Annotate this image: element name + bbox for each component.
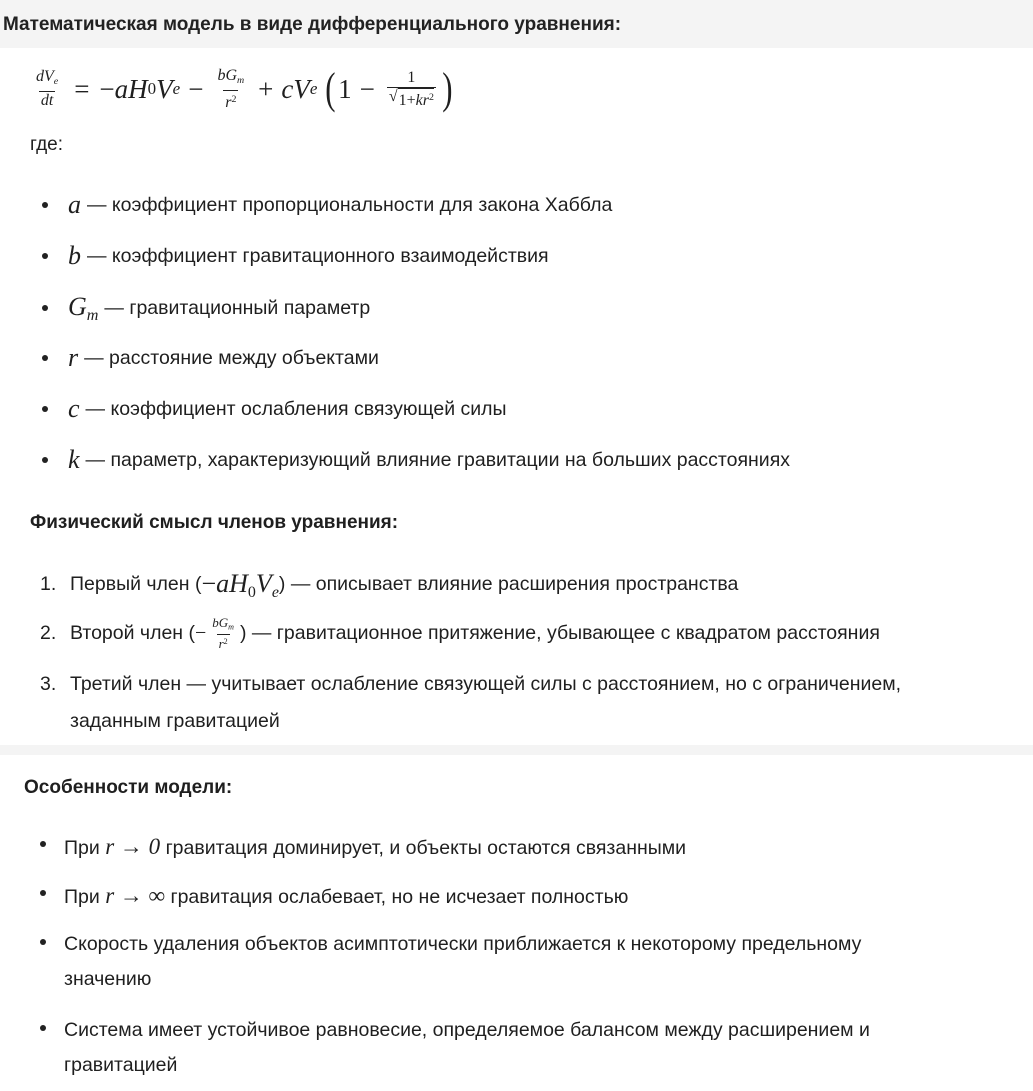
list-item: Система имеет устойчивое равновесие, определяемое балансом между расширением и гравитацией bbox=[40, 1013, 870, 1083]
definition-text: — коэффициент гравитационного взаимодействия bbox=[87, 244, 549, 267]
main-equation: $\frac{dV_e}{dt}$ = − aH 0 V e − $\frac{bG_m}{r^2}$ + cV e ( 1 − 1 √ $1+kr^2$ ) bbox=[36, 64, 453, 113]
bullet bbox=[42, 253, 48, 259]
section-title bbox=[0, 0, 1033, 48]
definition-text: — коэффициент пропорциональности для закона Хаббла bbox=[87, 193, 613, 216]
bullet bbox=[42, 202, 48, 208]
bullet bbox=[42, 406, 48, 412]
item-number: 3. bbox=[40, 673, 57, 695]
limit-zero: r → 0 bbox=[105, 834, 161, 859]
item-number: 1. bbox=[40, 573, 57, 596]
where-label: где: bbox=[30, 134, 64, 155]
symbol-a: a bbox=[68, 190, 81, 219]
list-item: 1. Первый член ( $-aH_0V_e$ ) — описывает влияние расширения пространства bbox=[40, 569, 739, 601]
symbol-c: c bbox=[68, 394, 80, 423]
list-item bbox=[42, 190, 612, 220]
list-item: 2. Второй член ( − $\frac{bG_m}{r^2}$ ) — гравитационное притяжение, убывающее с квадратом расстояния bbox=[40, 615, 880, 652]
symbol-gm: $G_m$ bbox=[68, 292, 99, 324]
list-item: При r → 0 гравитация доминирует, и объекты остаются связанными bbox=[40, 829, 686, 866]
list-item bbox=[42, 292, 370, 325]
list-item: 3. Третий член — учитывает ослабление связующей силы с расстоянием, но с ограничением, заданным гравитацией bbox=[40, 673, 902, 732]
definition-text: — коэффициент ослабления связующей силы bbox=[85, 397, 507, 420]
bullet bbox=[40, 939, 46, 945]
list-item bbox=[42, 343, 379, 373]
term-expansion: $-aH_0V_e$ bbox=[201, 569, 279, 601]
list-item: Скорость удаления объектов асимптотически приближается к некоторому предельному значению bbox=[40, 927, 861, 997]
bullet bbox=[42, 355, 48, 361]
symbol-k: k bbox=[68, 445, 80, 474]
gravity-fraction: $\frac{bG_m}{r^2}$ bbox=[217, 66, 245, 111]
list-item bbox=[42, 394, 507, 424]
list-item bbox=[42, 445, 790, 475]
definition-text: — гравитационный параметр bbox=[104, 296, 371, 319]
physical-meaning-heading: Физический смысл членов уравнения: bbox=[30, 512, 399, 533]
bullet bbox=[40, 841, 46, 847]
title-text: Математическая модель в виде дифференциального уравнения: bbox=[3, 14, 622, 35]
bullet bbox=[42, 457, 48, 463]
section-divider bbox=[0, 745, 1033, 755]
symbol-b: b bbox=[68, 241, 81, 270]
features-heading: Особенности модели: bbox=[24, 777, 233, 798]
limit-infinity: r → ∞ bbox=[105, 883, 166, 908]
symbol-r: r bbox=[68, 343, 79, 372]
lhs-fraction: $\frac{dV_e}{dt}$ bbox=[36, 68, 59, 109]
term-gravity: $\frac{bG_m}{r^2}$ bbox=[212, 615, 234, 652]
bullet bbox=[40, 1025, 46, 1031]
bullet bbox=[40, 890, 46, 896]
definition-text: — расстояние между объектами bbox=[84, 346, 379, 369]
bullet bbox=[42, 305, 48, 311]
definition-text: — параметр, характеризующий влияние гравитации на больших расстояниях bbox=[85, 448, 791, 471]
sqrt-fraction: 1 √ $1+kr^2$ bbox=[388, 68, 434, 109]
list-item bbox=[42, 241, 549, 271]
item-number: 2. bbox=[40, 622, 57, 645]
list-item: При r → ∞ гравитация ослабевает, но не исчезает полностью bbox=[40, 878, 628, 915]
